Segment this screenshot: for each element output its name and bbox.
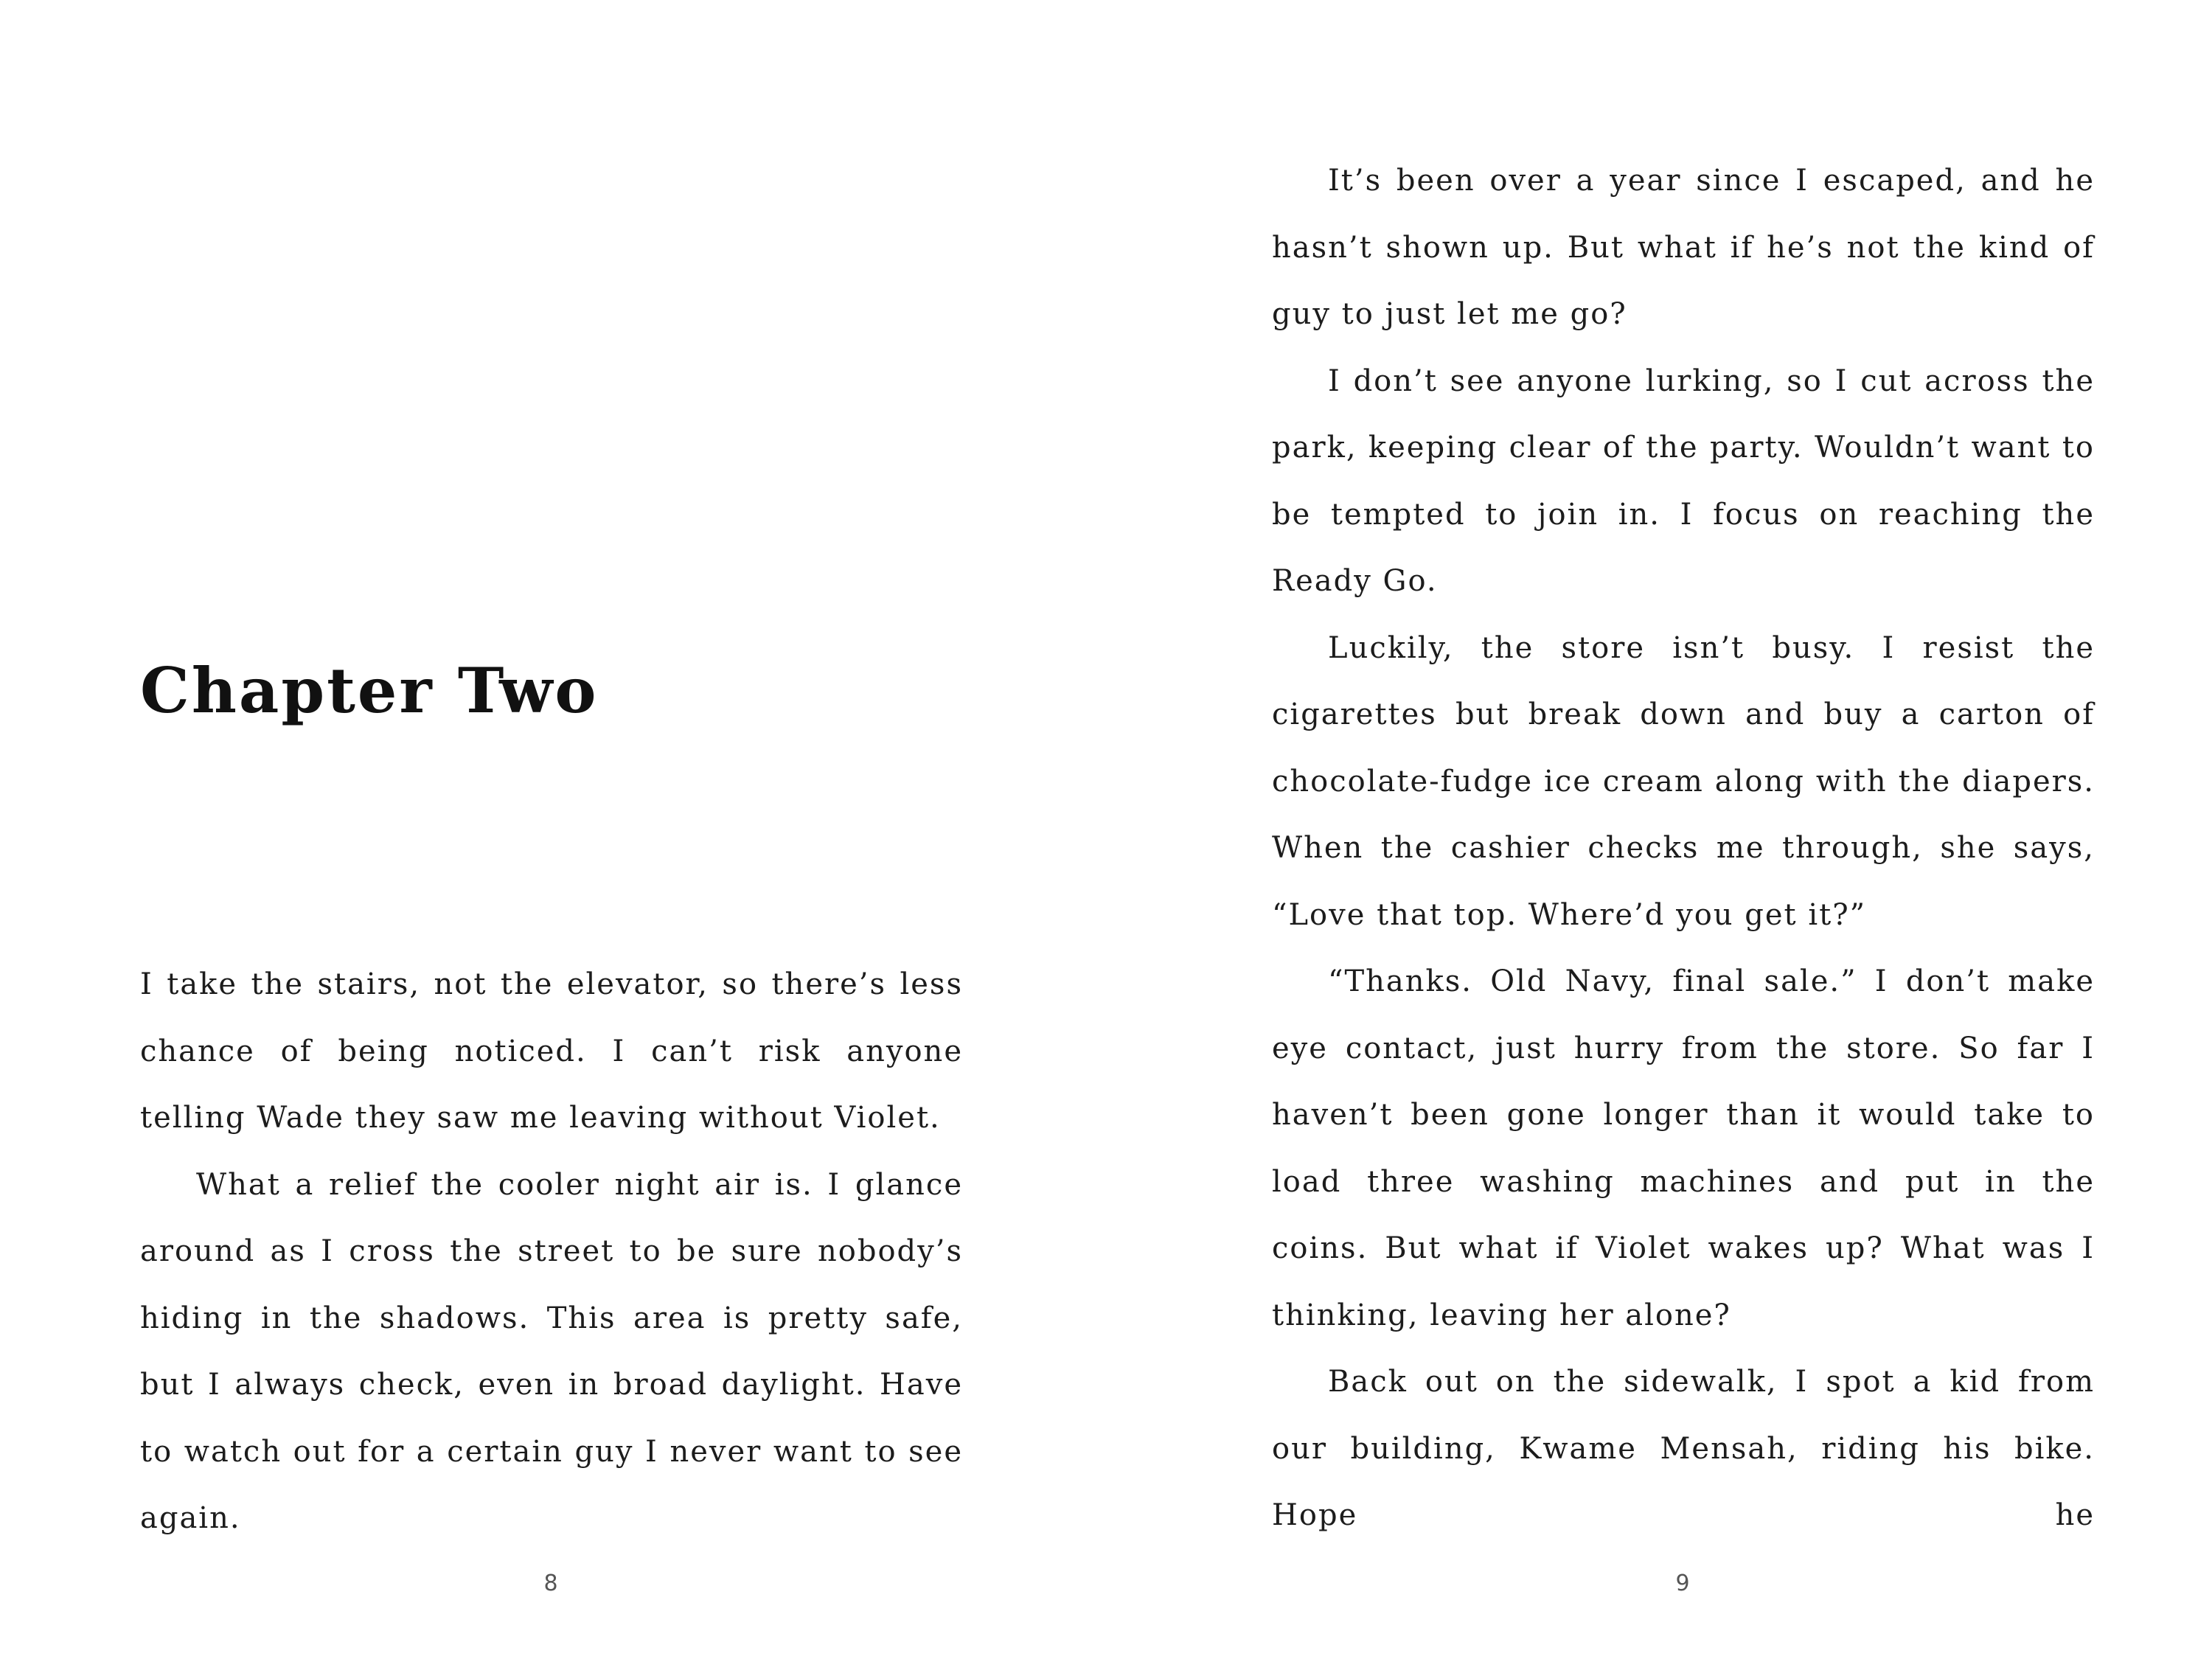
paragraph: Back out on the sidewalk, I spot a kid from our building, Kwame Mensah, riding his bike. Hope he	[1272, 1365, 2095, 1532]
page-number-left: 8	[543, 1571, 558, 1596]
paragraph: I don’t see anyone lurking, so I cut across the park, keeping clear of the party. Wouldn’t want to be tempted to join in. I focus on reaching the Ready Go.	[1272, 364, 2095, 598]
paragraph: I take the stairs, not the elevator, so there’s less chance of being noticed. I can’t risk anyone telling Wade they saw me leaving without Violet.	[140, 967, 963, 1135]
paragraph: What a relief the cooler night air is. I glance around as I cross the street to be sure nobody’s hiding in the shadows. This area is pretty safe, but I always check, even in broad daylight. Have to watch out for a certain guy I never want to see again.	[140, 1167, 963, 1535]
right-page	[1106, 0, 2212, 1659]
paragraph: Luckily, the store isn’t busy. I resist the cigarettes but break down and buy a carton of chocolate-fudge ice cream along with the diapers. When the cashier checks me through, she says, “Love that top. Where’d you get it?”	[1272, 630, 2095, 932]
left-page-text	[140, 951, 963, 1552]
paragraph: “Thanks. Old Navy, final sale.” I don’t make eye contact, just hurry from the store. So far I haven’t been gone longer than it would take to load three washing machines and put in the coins. But what if Violet wakes up? What was I thinking, leaving her alone?	[1272, 964, 2095, 1332]
chapter-title: Chapter Two	[140, 654, 599, 727]
page-number-right: 9	[1675, 1571, 1690, 1596]
right-page-text	[1272, 147, 2095, 1549]
paragraph: It’s been over a year since I escaped, and he hasn’t shown up. But what if he’s not the kind of guy to just let me go?	[1272, 164, 2095, 331]
